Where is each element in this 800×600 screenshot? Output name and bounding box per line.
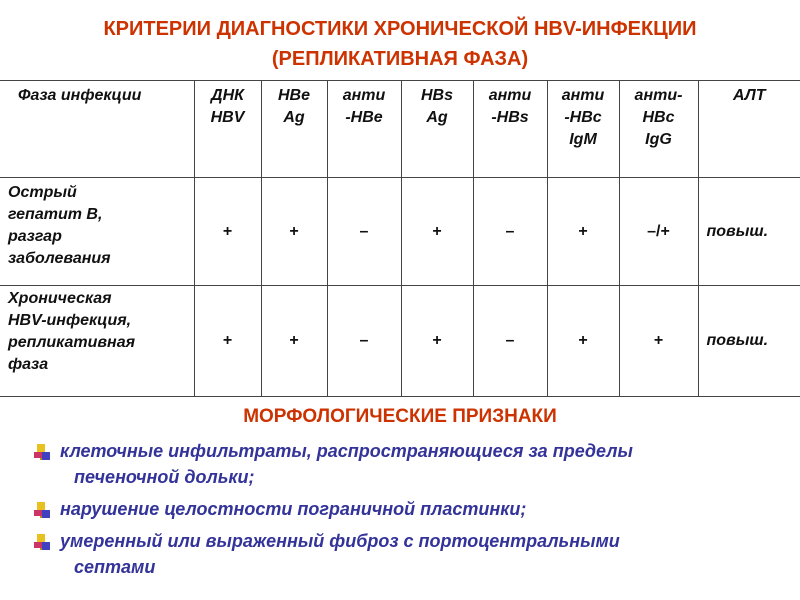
header-text: Ag [283, 109, 305, 126]
list-item [34, 528, 794, 580]
row-phase-label [0, 286, 194, 397]
phase-text: заболевания [8, 250, 111, 267]
phase-text: Острый [8, 184, 77, 201]
list-item [34, 438, 794, 490]
item-text: клеточные инфильтраты, распространяющиеся за пределы [60, 441, 633, 461]
header-text: анти [561, 87, 605, 104]
morphology-heading: МОРФОЛОГИЧЕСКИЕ ПРИЗНАКИ [243, 406, 557, 427]
morphology-list [34, 438, 794, 586]
bullet-icon [34, 444, 50, 460]
phase-text: репликативная [8, 334, 136, 351]
row-phase-label [0, 178, 194, 286]
bullet-icon [34, 534, 50, 550]
header-text: HBV [210, 109, 245, 126]
header-text: Фаза инфекции [18, 87, 142, 104]
item-text-continuation: септами [74, 557, 156, 577]
header-hbeag [261, 81, 327, 178]
header-phase [0, 81, 194, 178]
item-text: нарушение целостности пограничной пластинки; [60, 499, 527, 519]
header-anti-hbc-igm [547, 81, 619, 178]
header-text: HBc [642, 109, 675, 126]
list-item [34, 496, 794, 522]
header-alt [698, 81, 800, 178]
header-text: анти [342, 87, 386, 104]
header-anti-hbe [327, 81, 401, 178]
cell-anti-hbc-igm: + [547, 178, 619, 286]
phase-text: Хроническая [8, 290, 112, 307]
header-text: АЛТ [732, 87, 766, 104]
cell-hbsag: + [401, 286, 473, 397]
header-text: анти [488, 87, 532, 104]
phase-text: разгар [8, 228, 62, 245]
phase-text: фаза [8, 356, 49, 373]
header-text: анти- [634, 87, 683, 104]
header-text: IgM [569, 131, 597, 148]
header-anti-hbc-igg [619, 81, 698, 178]
header-text: HBe [277, 87, 310, 104]
header-text: IgG [645, 131, 672, 148]
table-row-chronic [0, 286, 800, 397]
cell-dna-hbv: + [194, 286, 261, 397]
header-text: Ag [426, 109, 448, 126]
title-line-1: КРИТЕРИИ ДИАГНОСТИКИ ХРОНИЧЕСКОЙ HBV-ИНФЕКЦИИ [103, 18, 697, 40]
header-text: -HBs [491, 109, 529, 126]
cell-hbeag: + [261, 178, 327, 286]
header-hbsag [401, 81, 473, 178]
item-text: умеренный или выраженный фиброз с портоцентральными [60, 531, 620, 551]
phase-text: гепатит В, [8, 206, 103, 223]
cell-dna-hbv: + [194, 178, 261, 286]
header-text: -HBc [564, 109, 602, 126]
cell-alt: повыш. [698, 178, 800, 286]
cell-hbsag: + [401, 178, 473, 286]
header-text: -HBe [345, 109, 383, 126]
cell-anti-hbe: – [327, 178, 401, 286]
cell-anti-hbs: – [473, 178, 547, 286]
cell-anti-hbc-igm: + [547, 286, 619, 397]
bullet-icon [34, 502, 50, 518]
header-anti-hbs [473, 81, 547, 178]
cell-anti-hbc-igg: + [619, 286, 698, 397]
cell-anti-hbe: – [327, 286, 401, 397]
cell-alt: повыш. [698, 286, 800, 397]
criteria-table [0, 80, 800, 397]
header-text: HBs [420, 87, 453, 104]
header-text: ДНК [211, 87, 244, 104]
phase-text: HBV-инфекция, [8, 312, 132, 329]
cell-hbeag: + [261, 286, 327, 397]
table-row-acute [0, 178, 800, 286]
title-line-2: (РЕПЛИКАТИВНАЯ ФАЗА) [271, 48, 529, 70]
item-text-continuation: печеночной дольки; [74, 467, 255, 487]
header-dna-hbv [194, 81, 261, 178]
cell-anti-hbc-igg: –/+ [619, 178, 698, 286]
cell-anti-hbs: – [473, 286, 547, 397]
table-header-row [0, 81, 800, 178]
page-title [0, 14, 800, 74]
